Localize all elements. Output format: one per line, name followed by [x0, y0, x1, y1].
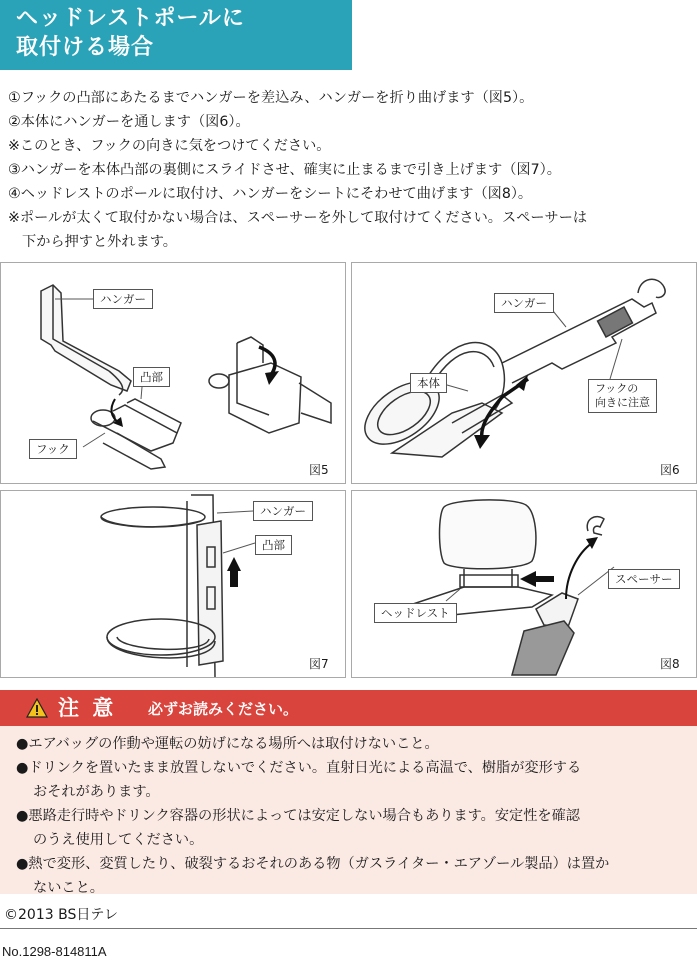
- figure-8: [351, 490, 697, 678]
- fig8-spacer-label: スペーサー: [608, 569, 680, 589]
- fig5-protrusion-label: 凸部: [133, 367, 170, 387]
- fig6-hook-note-line-1: フックの: [595, 382, 639, 395]
- fig6-hanger-label: ハンガー: [494, 293, 554, 313]
- caution-list: [16, 732, 688, 900]
- step-note-spacer-cont: 下から押すと外れます。: [22, 234, 177, 250]
- caution-item-2-cont: おそれがあります。: [33, 784, 160, 800]
- caution-item-3-cont: のうえ使用してください。: [33, 832, 204, 848]
- section-title-line-1: ヘッドレストポールに: [16, 6, 245, 31]
- caution-body: [0, 726, 697, 894]
- figure-7: [0, 490, 346, 678]
- caution-item-4-cont: ないこと。: [33, 880, 104, 896]
- step-note-hook: ※このとき、フックの向きに気をつけてください。: [8, 138, 331, 154]
- caution-title: 注 意: [58, 696, 117, 720]
- caution-item-3: ●悪路走行時やドリンク容器の形状によっては安定しない場合もあります。安定性を確認: [16, 808, 580, 824]
- step-4: ④ヘッドレストのポールに取付け、ハンガーをシートにそわせて曲げます（図8）。: [8, 186, 533, 202]
- figure-5: [0, 262, 346, 484]
- fig7-protrusion-label: 凸部: [255, 535, 292, 555]
- step-2: ②本体にハンガーを通します（図6）。: [8, 114, 250, 130]
- caution-subtitle: 必ずお読みください。: [148, 700, 299, 718]
- fig6-hook-note-line-2: 向きに注意: [595, 396, 650, 409]
- instruction-steps: [8, 86, 692, 254]
- fig5-hook-label: フック: [29, 439, 77, 459]
- footer-divider: [0, 928, 697, 929]
- caution-item-1: ●エアバッグの作動や運転の妨げになる場所へは取付けないこと。: [16, 736, 439, 752]
- caution-item-2: ●ドリンクを置いたまま放置しないでください。直射日光による高温で、樹脂が変形する: [16, 760, 582, 776]
- caution-header: [0, 690, 697, 726]
- fig8-number: 図8: [660, 657, 680, 671]
- warning-triangle-icon: [26, 698, 48, 718]
- part-number: No.1298-814811A: [2, 944, 107, 959]
- fig7-number: 図7: [309, 657, 329, 671]
- section-title-line-2: 取付ける場合: [16, 35, 155, 60]
- section-header: [0, 0, 352, 70]
- fig7-hanger-label: ハンガー: [253, 501, 313, 521]
- fig5-hanger-label: ハンガー: [93, 289, 153, 309]
- step-note-spacer: ※ポールが太くて取付かない場合は、スペーサーを外して取付けてください。スペーサーは: [8, 210, 588, 226]
- step-1: ①フックの凸部にあたるまでハンガーを差込み、ハンガーを折り曲げます（図5）。: [8, 90, 534, 106]
- fig6-hook-note: [588, 379, 657, 413]
- fig5-number: 図5: [309, 463, 329, 477]
- copyright: ©2013 BS日テレ: [4, 907, 119, 923]
- step-3: ③ハンガーを本体凸部の裏側にスライドさせ、確実に止まるまで引き上げます（図7）。: [8, 162, 561, 178]
- fig6-body-label: 本体: [410, 373, 447, 393]
- caution-item-4: ●熱で変形、変質したり、破裂するおそれのある物（ガスライター・エアゾール製品）は置か: [16, 856, 610, 872]
- figure-6: [351, 262, 697, 484]
- fig8-headrest-label: ヘッドレスト: [374, 603, 457, 623]
- fig6-number: 図6: [660, 463, 680, 477]
